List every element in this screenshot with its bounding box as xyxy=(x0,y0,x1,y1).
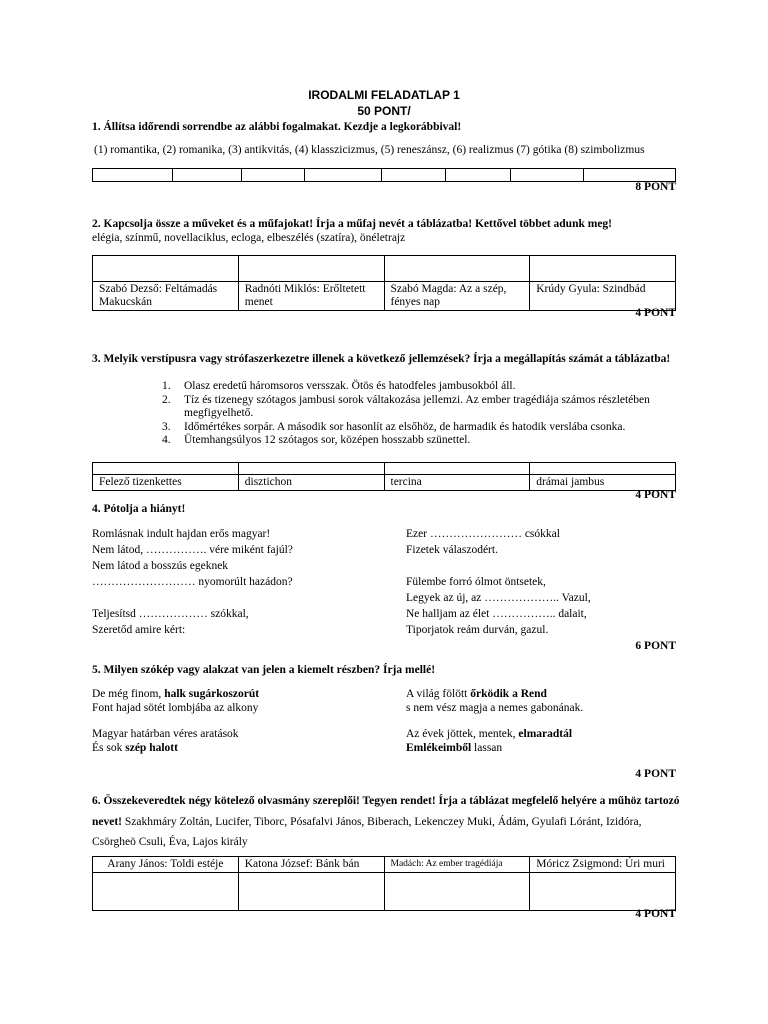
q5-excerpt-a: De még finom, halk sugárkoszorút Font hajad sötét lombjába az alkony xyxy=(92,688,260,714)
highlight: szép halott xyxy=(125,742,178,754)
answer-cell[interactable] xyxy=(384,256,530,282)
answer-cell[interactable] xyxy=(238,463,384,475)
type-cell: drámai jambus xyxy=(530,475,676,491)
q5-excerpt-c: Magyar határban véres aratások És sok szép halott xyxy=(92,728,239,754)
type-cell: tercina xyxy=(384,475,530,491)
work-cell: Szabó Dezső: Feltámadás Makucskán xyxy=(93,282,239,311)
poem-line: Nem látod, ……………. vére miként fajúl? xyxy=(92,544,293,556)
poem-line xyxy=(406,558,591,574)
q6-table xyxy=(92,856,676,911)
q1-answer-table xyxy=(92,168,676,182)
q5-excerpt-d: Az évek jöttek, mentek, elmaradtál Emlékeimből lassan xyxy=(406,728,573,754)
answer-cell[interactable] xyxy=(93,873,239,911)
answer-cell[interactable] xyxy=(382,169,446,182)
answer-cell[interactable] xyxy=(446,169,511,182)
poem-line: Ne halljam az élet …………….. dalait, xyxy=(406,608,587,620)
poem-line: ……………………… nyomorúlt hazádon? xyxy=(92,576,293,588)
q4-poem-left xyxy=(92,526,293,638)
answer-cell[interactable] xyxy=(530,873,676,911)
q6-question: 6. Összekeveredtek négy kötelező olvasmány szereplői! Tegyen rendet! Írja a táblázat megfelelő helyére a műhöz tartozó nevet! Szakhmáry Zoltán, Lucifer, Tiborc, Pósafalvi János, Biberach, Lekenczey Muki, Ádám, Gyulafi Lóránt, Izidóra, Csörgheö Csuli, Éva, Lajos király xyxy=(92,795,680,848)
answer-cell[interactable] xyxy=(584,169,676,182)
q3-points: 4 PONT xyxy=(635,489,676,501)
q2-genres: elégia, színmű, novellaciklus, ecloga, elbeszélés (szatíra), önéletrajz xyxy=(92,232,406,244)
q1-points: 8 PONT xyxy=(635,181,676,193)
work-cell: Madách: Az ember tragédiája xyxy=(384,857,530,873)
q5-excerpt-b: A világ fölött őrködik a Rend s nem vész magja a nemes gabonának. xyxy=(406,688,584,714)
poem-line: Fülembe forró ólmot öntsetek, xyxy=(406,576,546,588)
poem-line: Fizetek válaszodért. xyxy=(406,544,498,556)
q2-points: 4 PONT xyxy=(635,307,676,319)
q2-question: 2. Kapcsolja össze a műveket és a műfajokat! Írja a műfaj nevét a táblázatba! Kettővel többet adunk meg! xyxy=(92,218,612,230)
highlight: Emlékeimből xyxy=(406,742,472,754)
answer-cell[interactable] xyxy=(238,873,384,911)
highlight: őrködik a Rend xyxy=(470,688,547,700)
work-cell: Krúdy Gyula: Szindbád xyxy=(530,282,676,311)
work-cell: Katona József: Bánk bán xyxy=(238,857,384,873)
answer-cell[interactable] xyxy=(93,169,173,182)
type-cell: Felező tizenkettes xyxy=(93,475,239,491)
answer-cell[interactable] xyxy=(242,169,305,182)
q3-question: 3. Melyik verstípusra vagy strófaszerkezetre illenek a következő jellemzések? Írja a megállapítás számát a táblázatba! xyxy=(92,353,671,365)
poem-line: Szeretőd amire kért: xyxy=(92,624,186,636)
q3-table xyxy=(92,462,676,491)
q4-poem-right xyxy=(406,526,591,638)
q4-question: 4. Pótolja a hiányt! xyxy=(92,503,186,515)
type-cell: disztichon xyxy=(238,475,384,491)
q5-points: 4 PONT xyxy=(635,768,676,780)
answer-cell[interactable] xyxy=(93,256,239,282)
highlight: elmaradtál xyxy=(518,728,573,740)
answer-cell[interactable] xyxy=(384,463,530,475)
answer-cell[interactable] xyxy=(173,169,242,182)
answer-cell[interactable] xyxy=(238,256,384,282)
list-item: 4. Ütemhangsúlyos 12 szótagos sor, középen hosszabb szünettel. xyxy=(162,434,471,446)
answer-cell[interactable] xyxy=(530,256,676,282)
highlight: halk sugárkoszorút xyxy=(164,688,260,700)
answer-cell[interactable] xyxy=(384,873,530,911)
q5-question: 5. Milyen szókép vagy alakzat van jelen a kiemelt részben? Írja mellé! xyxy=(92,664,436,676)
work-cell: Radnóti Miklós: Erőltetett menet xyxy=(238,282,384,311)
poem-line: Romlásnak indult hajdan erős magyar! xyxy=(92,528,271,540)
list-item: 3. Időmértékes sorpár. A második sor hasonlít az elsőhöz, de harmadik és hatodik verslába csonka. xyxy=(162,420,626,433)
q1-list: (1) romantika, (2) romanika, (3) antikvitás, (4) klasszicizmus, (5) reneszánsz, (6) realizmus (7) gótika (8) szimbolizmus xyxy=(94,144,645,156)
poem-line: Nem látod a bosszús egeknek xyxy=(92,560,229,572)
q2-table xyxy=(92,255,676,311)
answer-cell[interactable] xyxy=(93,463,239,475)
page-subtitle: 50 PONT/ xyxy=(357,104,411,118)
answer-cell[interactable] xyxy=(530,463,676,475)
poem-line xyxy=(92,590,293,606)
answer-cell[interactable] xyxy=(305,169,382,182)
list-item: 2. Tíz és tizenegy szótagos jambusi sorok váltakozása jellemzi. Az ember tragédiája számos részletében megfigyelhető. xyxy=(162,393,650,419)
q6-points: 4 PONT xyxy=(635,908,676,920)
poem-line: Teljesítsd ……………… szókkal, xyxy=(92,608,249,620)
poem-line: Legyek az új, az ……………….. Vazul, xyxy=(406,592,591,604)
work-cell: Szabó Magda: Az a szép, fényes nap xyxy=(384,282,530,311)
page-title: IRODALMI FELADATLAP 1 xyxy=(308,88,460,102)
poem-line: Ezer …………………… csókkal xyxy=(406,528,560,540)
work-cell: Móricz Zsigmond: Úri muri xyxy=(530,857,676,873)
answer-cell[interactable] xyxy=(511,169,584,182)
q4-points: 6 PONT xyxy=(635,640,676,652)
poem-line: Tiporjatok reám durván, gazul. xyxy=(406,624,549,636)
q3-list xyxy=(162,380,662,448)
list-item: 1. Olasz eredetű háromsoros versszak. Ötös és hatodfeles jambusokból áll. xyxy=(162,380,516,392)
work-cell: Arany János: Toldi estéje xyxy=(93,857,239,873)
q1-question: 1. Állítsa időrendi sorrendbe az alábbi fogalmakat. Kezdje a legkorábbival! xyxy=(92,121,462,133)
